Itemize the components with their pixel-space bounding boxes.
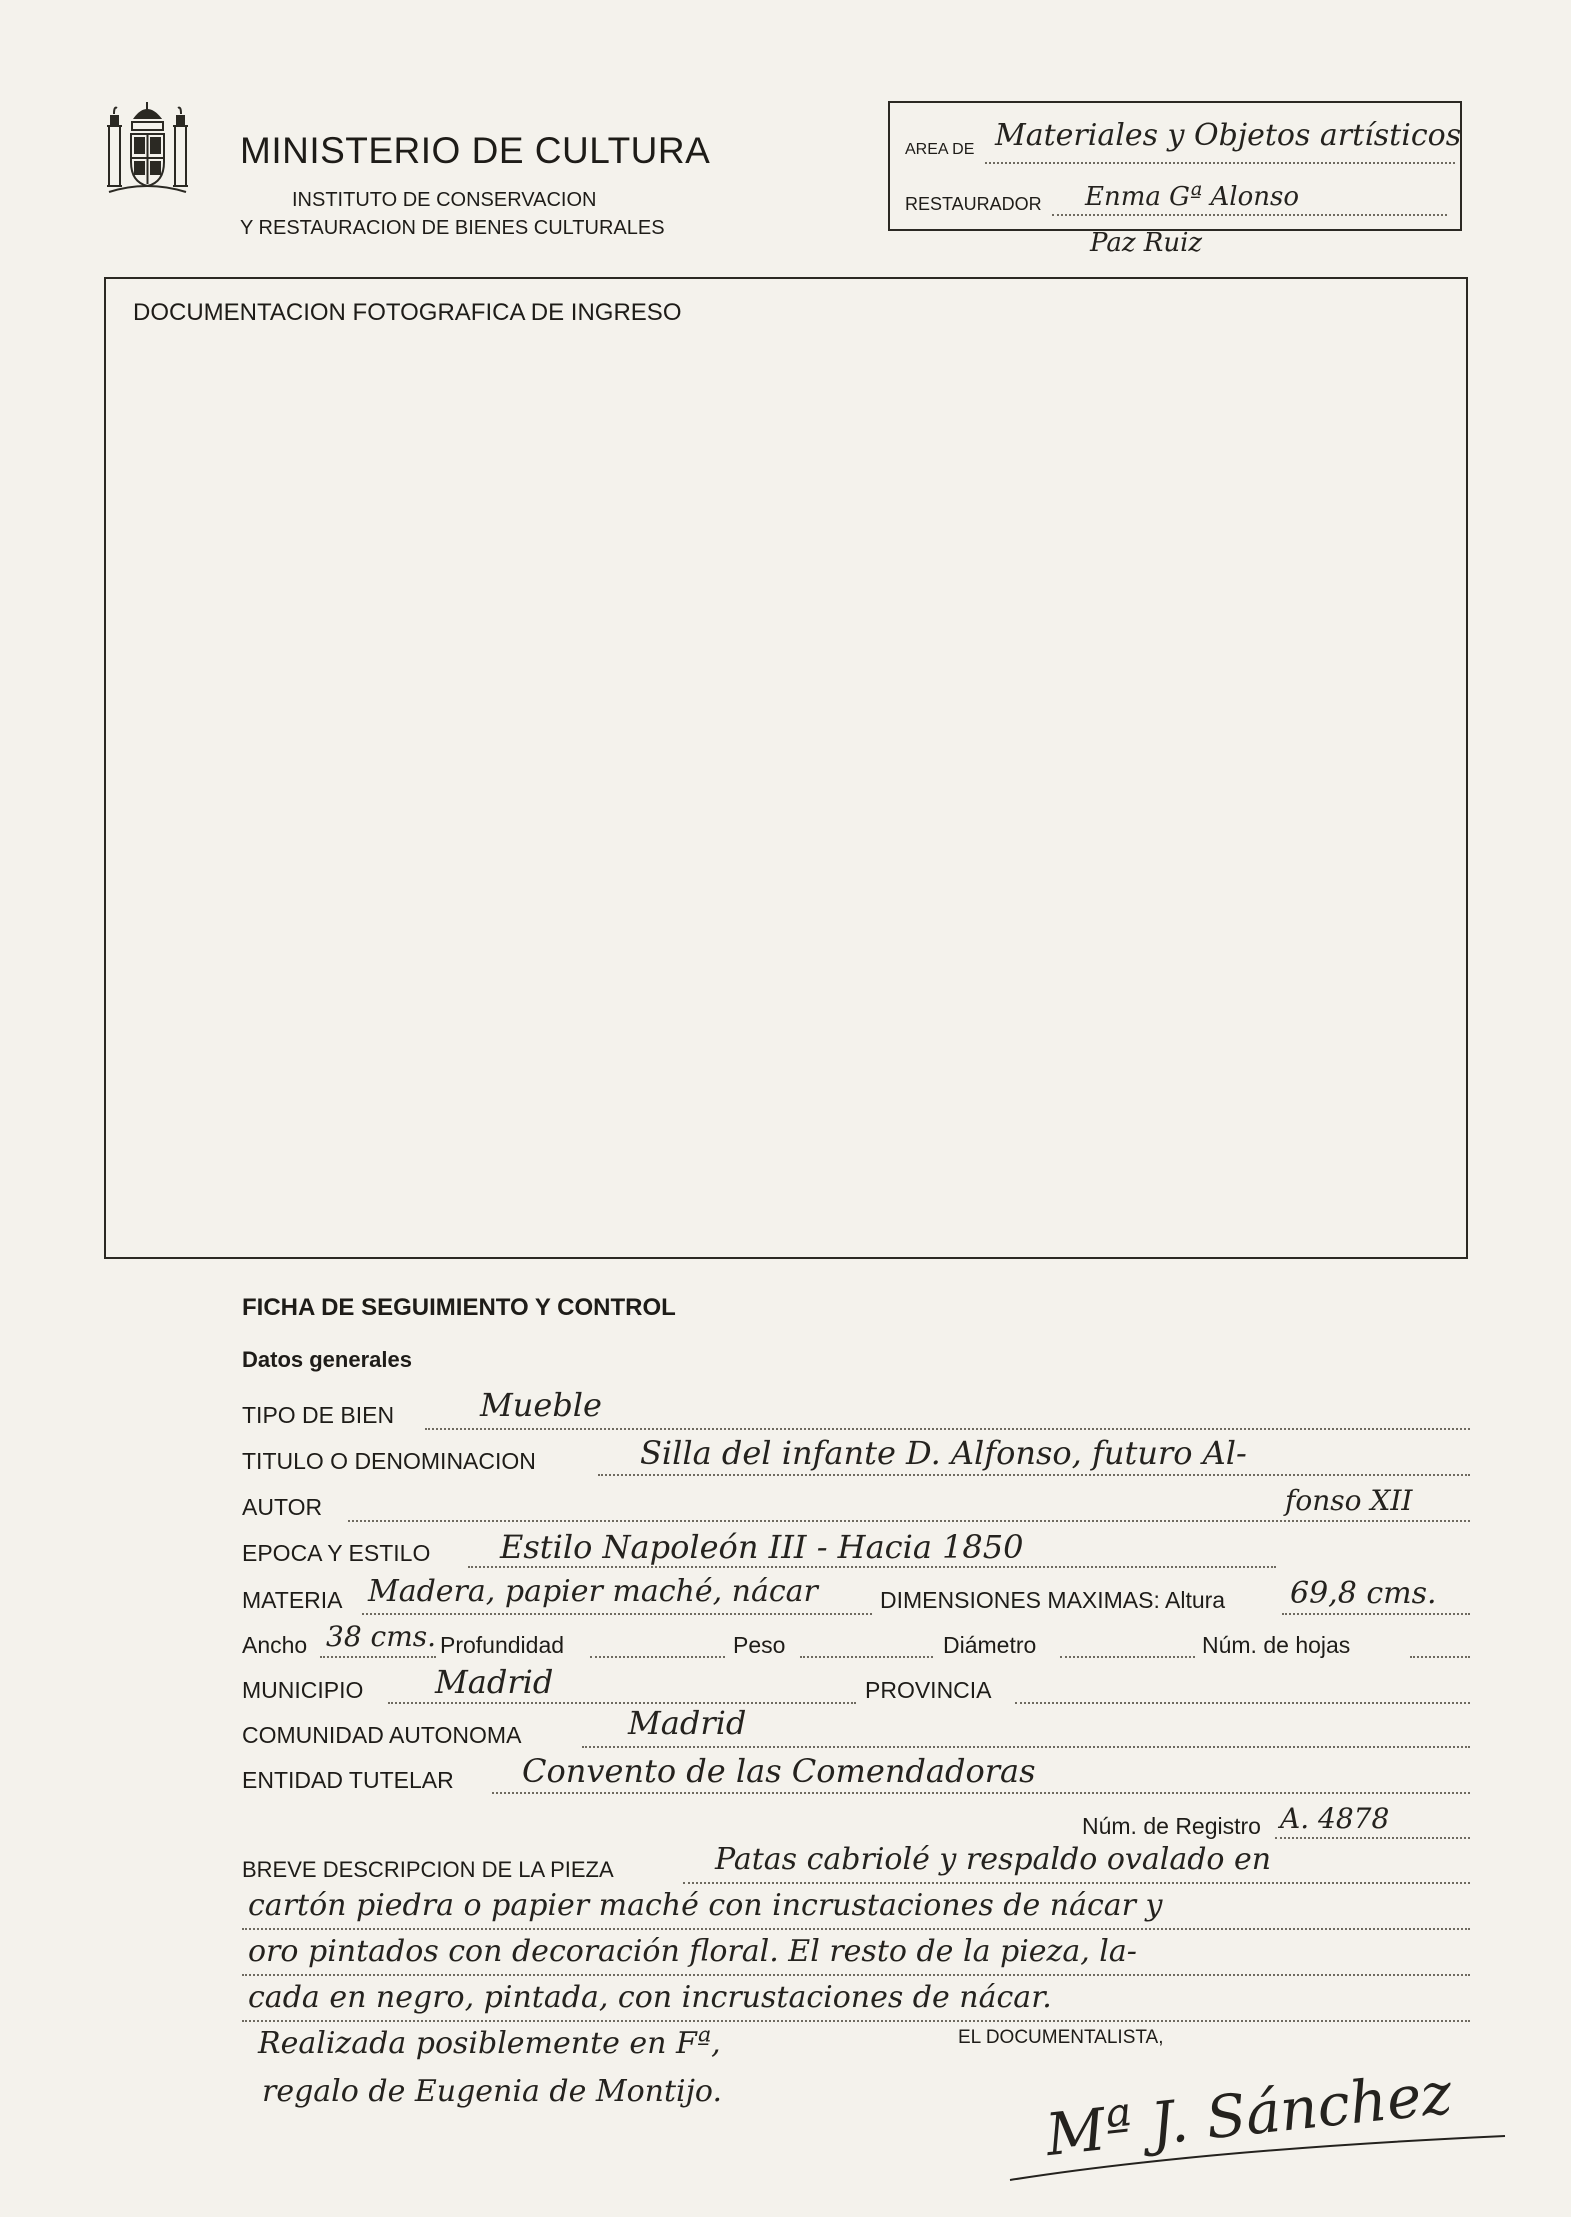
restaurador-dotted-line bbox=[1052, 214, 1447, 216]
registro-value: A. 4878 bbox=[1280, 1802, 1390, 1835]
provincia-dotted-line bbox=[1015, 1702, 1470, 1704]
titulo-value: Silla del infante D. Alfonso, futuro Al- bbox=[640, 1434, 1247, 1472]
descripcion-dotted-line-4 bbox=[242, 2020, 1470, 2022]
tipo-value: Mueble bbox=[480, 1386, 602, 1424]
area-dotted-line bbox=[985, 162, 1455, 164]
hojas-label: Núm. de hojas bbox=[1202, 1632, 1351, 1658]
epoca-dotted-line bbox=[468, 1566, 1276, 1568]
area-value: Materiales y Objetos artísticos bbox=[995, 118, 1462, 153]
ficha-title: FICHA DE SEGUIMIENTO Y CONTROL bbox=[242, 1294, 676, 1321]
hojas-dotted-line bbox=[1410, 1656, 1470, 1658]
ministry-name: MINISTERIO DE CULTURA bbox=[240, 130, 711, 171]
ancho-label: Ancho bbox=[242, 1632, 308, 1658]
diametro-dotted-line bbox=[1060, 1656, 1195, 1658]
titulo-value-continuation: fonso XII bbox=[1285, 1484, 1413, 1517]
materia-label: MATERIA bbox=[242, 1587, 343, 1613]
coat-of-arms-icon bbox=[105, 100, 190, 195]
documentalista-label: EL DOCUMENTALISTA, bbox=[958, 2027, 1164, 2048]
dimensiones-label: DIMENSIONES MAXIMAS: Altura bbox=[880, 1587, 1226, 1613]
altura-dotted-line bbox=[1282, 1613, 1470, 1615]
municipio-dotted-line bbox=[388, 1702, 856, 1704]
comunidad-dotted-line bbox=[582, 1746, 1470, 1748]
materia-dotted-line bbox=[362, 1613, 872, 1615]
institute-line-1: INSTITUTO DE CONSERVACION bbox=[292, 189, 597, 211]
titulo-label: TITULO O DENOMINACION bbox=[242, 1448, 536, 1474]
autor-label: AUTOR bbox=[242, 1494, 323, 1520]
entidad-label: ENTIDAD TUTELAR bbox=[242, 1767, 454, 1793]
entidad-dotted-line bbox=[492, 1792, 1470, 1794]
descripcion-dotted-line-1 bbox=[683, 1882, 1470, 1884]
tipo-label: TIPO DE BIEN bbox=[242, 1402, 395, 1428]
descripcion-line-1: Patas cabriolé y respaldo ovalado en bbox=[715, 1842, 1272, 1877]
entidad-value: Convento de las Comendadoras bbox=[522, 1752, 1036, 1790]
epoca-label: EPOCA Y ESTILO bbox=[242, 1540, 431, 1566]
restaurador-value: Enma Gª Alonso bbox=[1085, 182, 1300, 212]
comunidad-label: COMUNIDAD AUTONOMA bbox=[242, 1722, 522, 1748]
descripcion-dotted-line-3 bbox=[242, 1974, 1470, 1976]
titulo-dotted-line bbox=[598, 1474, 1470, 1476]
documentalista-signature: Mª J. Sánchez bbox=[1042, 2058, 1455, 2170]
profundidad-label: Profundidad bbox=[440, 1632, 565, 1658]
ancho-value: 38 cms. bbox=[326, 1620, 437, 1653]
descripcion-line-5: Realizada posiblemente en Fª, bbox=[258, 2026, 721, 2061]
peso-label: Peso bbox=[733, 1632, 786, 1658]
registro-label: Núm. de Registro bbox=[1082, 1813, 1261, 1839]
materia-value: Madera, papier maché, nácar bbox=[368, 1574, 818, 1609]
altura-value: 69,8 cms. bbox=[1290, 1576, 1437, 1611]
signature-flourish bbox=[1000, 2110, 1510, 2190]
comunidad-value: Madrid bbox=[628, 1704, 747, 1742]
descripcion-label: BREVE DESCRIPCION DE LA PIEZA bbox=[242, 1857, 614, 1882]
datos-generales-title: Datos generales bbox=[242, 1347, 412, 1372]
area-label: AREA DE bbox=[905, 141, 975, 158]
descripcion-line-6: regalo de Eugenia de Montijo. bbox=[262, 2074, 723, 2109]
diametro-label: Diámetro bbox=[943, 1632, 1037, 1658]
descripcion-line-4: cada en negro, pintada, con incrustaciones de nácar. bbox=[248, 1980, 1052, 2015]
photo-section-title: DOCUMENTACION FOTOGRAFICA DE INGRESO bbox=[133, 299, 682, 326]
ancho-dotted-line bbox=[320, 1656, 436, 1658]
descripcion-line-3: oro pintados con decoración floral. El resto de la pieza, la- bbox=[248, 1934, 1137, 1969]
peso-dotted-line bbox=[800, 1656, 933, 1658]
provincia-label: PROVINCIA bbox=[865, 1677, 992, 1703]
photo-documentation-box bbox=[104, 277, 1468, 1259]
epoca-value: Estilo Napoleón III - Hacia 1850 bbox=[500, 1528, 1024, 1566]
profundidad-dotted-line bbox=[590, 1656, 725, 1658]
institute-line-2: Y RESTAURACION DE BIENES CULTURALES bbox=[240, 217, 665, 239]
restaurador-value-2: Paz Ruiz bbox=[1090, 228, 1203, 258]
descripcion-dotted-line-2 bbox=[242, 1928, 1470, 1930]
municipio-value: Madrid bbox=[435, 1663, 554, 1701]
municipio-label: MUNICIPIO bbox=[242, 1677, 364, 1703]
descripcion-line-2: cartón piedra o papier maché con incrustaciones de nácar y bbox=[248, 1888, 1163, 1923]
tipo-dotted-line bbox=[425, 1428, 1470, 1430]
registro-dotted-line bbox=[1275, 1837, 1470, 1839]
restaurador-label: RESTAURADOR bbox=[905, 194, 1042, 214]
autor-dotted-line bbox=[348, 1520, 1470, 1522]
